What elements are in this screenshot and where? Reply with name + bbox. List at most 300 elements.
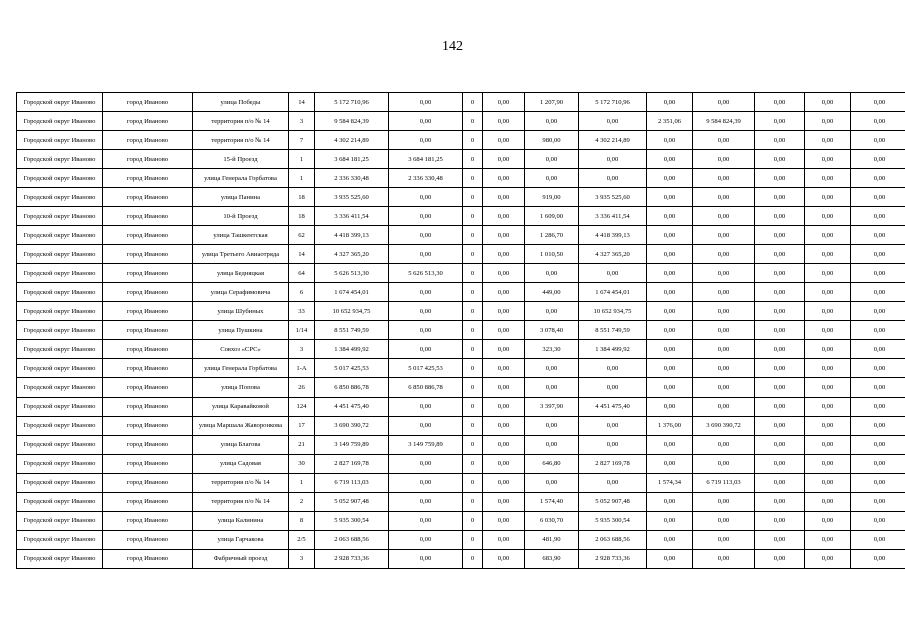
- cost-col-13-cell: 0,00: [755, 397, 805, 416]
- area-cell: 1 609,00: [525, 207, 579, 226]
- table-row: [17, 302, 905, 321]
- cost-col-12-cell: 0,00: [693, 435, 755, 454]
- street-cell: территория п/о № 14: [193, 492, 289, 511]
- count-col-7-cell: 0: [463, 378, 483, 397]
- cost-col-6-cell: 0,00: [389, 492, 463, 511]
- house-number-cell: 1: [289, 150, 315, 169]
- area-cell: 6 030,70: [525, 511, 579, 530]
- area-col-11-cell: 0,00: [647, 321, 693, 340]
- area-col-11-cell: 0,00: [647, 283, 693, 302]
- area-col-11-cell: 0,00: [647, 492, 693, 511]
- total-cost-cell: 4 451 475,40: [315, 397, 389, 416]
- cost-col-15-cell: 0,00: [851, 283, 905, 302]
- cost-col-13-cell: 0,00: [755, 454, 805, 473]
- street-cell: улица Серафимовича: [193, 283, 289, 302]
- cost-col-13-cell: 0,00: [755, 416, 805, 435]
- municipality-cell: Городской округ Иваново: [17, 112, 103, 131]
- municipality-cell: Городской округ Иваново: [17, 530, 103, 549]
- cost-col-8-cell: 0,00: [483, 549, 525, 568]
- cost-col-10-cell: 1 384 499,92: [579, 340, 647, 359]
- cost-col-12-cell: 0,00: [693, 340, 755, 359]
- cost-col-15-cell: 0,00: [851, 93, 905, 112]
- table-row: [17, 416, 905, 435]
- cost-col-15-cell: 0,00: [851, 112, 905, 131]
- municipality-cell: Городской округ Иваново: [17, 549, 103, 568]
- cost-col-10-cell: 1 674 454,01: [579, 283, 647, 302]
- house-number-cell: 26: [289, 378, 315, 397]
- cost-col-6-cell: 0,00: [389, 131, 463, 150]
- area-cell: 0,00: [525, 169, 579, 188]
- cost-col-15-cell: 0,00: [851, 473, 905, 492]
- house-number-cell: 7: [289, 131, 315, 150]
- cost-col-13-cell: 0,00: [755, 264, 805, 283]
- cost-col-8-cell: 0,00: [483, 492, 525, 511]
- total-cost-cell: 8 551 749,59: [315, 321, 389, 340]
- count-col-7-cell: 0: [463, 416, 483, 435]
- cost-col-8-cell: 0,00: [483, 188, 525, 207]
- house-number-cell: 62: [289, 226, 315, 245]
- cost-col-6-cell: 0,00: [389, 207, 463, 226]
- cost-col-8-cell: 0,00: [483, 93, 525, 112]
- area-col-11-cell: 1 376,00: [647, 416, 693, 435]
- table-row: [17, 226, 905, 245]
- area-cell: 0,00: [525, 359, 579, 378]
- cost-col-15-cell: 0,00: [851, 226, 905, 245]
- area-cell: 0,00: [525, 473, 579, 492]
- cost-col-14-cell: 0,00: [805, 416, 851, 435]
- area-cell: 980,00: [525, 131, 579, 150]
- cost-col-15-cell: 0,00: [851, 549, 905, 568]
- cost-col-14-cell: 0,00: [805, 397, 851, 416]
- count-col-7-cell: 0: [463, 131, 483, 150]
- page-number: 142: [442, 39, 463, 54]
- cost-col-6-cell: 0,00: [389, 511, 463, 530]
- cost-col-14-cell: 0,00: [805, 302, 851, 321]
- street-cell: улица Ташкентская: [193, 226, 289, 245]
- street-cell: улица Садовая: [193, 454, 289, 473]
- total-cost-cell: 3 935 525,60: [315, 188, 389, 207]
- municipality-cell: Городской округ Иваново: [17, 359, 103, 378]
- cost-col-13-cell: 0,00: [755, 226, 805, 245]
- count-col-7-cell: 0: [463, 492, 483, 511]
- settlement-cell: город Иваново: [103, 264, 193, 283]
- cost-col-14-cell: 0,00: [805, 473, 851, 492]
- total-cost-cell: 2 928 733,36: [315, 549, 389, 568]
- cost-col-14-cell: 0,00: [805, 207, 851, 226]
- house-number-cell: 124: [289, 397, 315, 416]
- municipality-cell: Городской округ Иваново: [17, 245, 103, 264]
- cost-col-14-cell: 0,00: [805, 530, 851, 549]
- area-col-11-cell: 2 351,06: [647, 112, 693, 131]
- cost-col-12-cell: 0,00: [693, 207, 755, 226]
- street-cell: территория п/о № 14: [193, 131, 289, 150]
- cost-col-15-cell: 0,00: [851, 150, 905, 169]
- settlement-cell: город Иваново: [103, 378, 193, 397]
- house-number-cell: 30: [289, 454, 315, 473]
- street-cell: улица Маршала Жаворонкова: [193, 416, 289, 435]
- cost-col-8-cell: 0,00: [483, 454, 525, 473]
- count-col-7-cell: 0: [463, 169, 483, 188]
- cost-col-8-cell: 0,00: [483, 321, 525, 340]
- house-number-cell: 3: [289, 112, 315, 131]
- municipality-cell: Городской округ Иваново: [17, 397, 103, 416]
- cost-col-15-cell: 0,00: [851, 131, 905, 150]
- cost-col-10-cell: 0,00: [579, 473, 647, 492]
- cost-col-15-cell: 0,00: [851, 530, 905, 549]
- table-row: [17, 169, 905, 188]
- cost-col-6-cell: 0,00: [389, 340, 463, 359]
- cost-col-6-cell: 0,00: [389, 302, 463, 321]
- settlement-cell: город Иваново: [103, 549, 193, 568]
- cost-col-12-cell: 0,00: [693, 549, 755, 568]
- municipality-cell: Городской округ Иваново: [17, 207, 103, 226]
- total-cost-cell: 5 052 907,48: [315, 492, 389, 511]
- cost-col-15-cell: 0,00: [851, 302, 905, 321]
- count-col-7-cell: 0: [463, 340, 483, 359]
- cost-col-14-cell: 0,00: [805, 454, 851, 473]
- area-cell: 1 010,50: [525, 245, 579, 264]
- cost-col-14-cell: 0,00: [805, 169, 851, 188]
- house-number-cell: 21: [289, 435, 315, 454]
- area-cell: 919,00: [525, 188, 579, 207]
- cost-col-8-cell: 0,00: [483, 150, 525, 169]
- cost-col-10-cell: 3 935 525,60: [579, 188, 647, 207]
- cost-col-8-cell: 0,00: [483, 302, 525, 321]
- cost-col-12-cell: 0,00: [693, 188, 755, 207]
- cost-col-12-cell: 0,00: [693, 359, 755, 378]
- cost-col-10-cell: 2 063 688,56: [579, 530, 647, 549]
- data-table: [16, 92, 905, 569]
- cost-col-14-cell: 0,00: [805, 321, 851, 340]
- total-cost-cell: 6 850 886,78: [315, 378, 389, 397]
- cost-col-13-cell: 0,00: [755, 340, 805, 359]
- settlement-cell: город Иваново: [103, 93, 193, 112]
- table-row: [17, 359, 905, 378]
- cost-col-6-cell: 3 684 181,25: [389, 150, 463, 169]
- table-row: [17, 188, 905, 207]
- street-cell: улица Шубиных: [193, 302, 289, 321]
- cost-col-13-cell: 0,00: [755, 492, 805, 511]
- cost-col-15-cell: 0,00: [851, 435, 905, 454]
- table-row: [17, 454, 905, 473]
- cost-col-15-cell: 0,00: [851, 378, 905, 397]
- street-cell: улица Генерала Горбатова: [193, 359, 289, 378]
- street-cell: 10-й Проезд: [193, 207, 289, 226]
- street-cell: улица Панина: [193, 188, 289, 207]
- settlement-cell: город Иваново: [103, 492, 193, 511]
- total-cost-cell: 10 652 934,75: [315, 302, 389, 321]
- area-col-11-cell: 0,00: [647, 454, 693, 473]
- cost-col-14-cell: 0,00: [805, 245, 851, 264]
- cost-col-12-cell: 0,00: [693, 511, 755, 530]
- cost-col-12-cell: 0,00: [693, 378, 755, 397]
- table-row: [17, 473, 905, 492]
- area-cell: 1 286,70: [525, 226, 579, 245]
- cost-col-14-cell: 0,00: [805, 378, 851, 397]
- street-cell: территория п/о № 14: [193, 473, 289, 492]
- area-cell: 0,00: [525, 264, 579, 283]
- cost-col-15-cell: 0,00: [851, 188, 905, 207]
- cost-col-6-cell: 2 336 330,48: [389, 169, 463, 188]
- table-row: [17, 112, 905, 131]
- cost-col-13-cell: 0,00: [755, 93, 805, 112]
- house-number-cell: 1/14: [289, 321, 315, 340]
- area-col-11-cell: 1 574,34: [647, 473, 693, 492]
- area-col-11-cell: 0,00: [647, 435, 693, 454]
- cost-col-13-cell: 0,00: [755, 283, 805, 302]
- total-cost-cell: 1 384 499,92: [315, 340, 389, 359]
- house-number-cell: 33: [289, 302, 315, 321]
- cost-col-10-cell: 5 172 710,96: [579, 93, 647, 112]
- cost-col-10-cell: 2 928 733,36: [579, 549, 647, 568]
- cost-col-12-cell: 0,00: [693, 530, 755, 549]
- area-col-11-cell: 0,00: [647, 264, 693, 283]
- area-cell: 3 397,90: [525, 397, 579, 416]
- cost-col-10-cell: 0,00: [579, 112, 647, 131]
- count-col-7-cell: 0: [463, 435, 483, 454]
- count-col-7-cell: 0: [463, 359, 483, 378]
- house-number-cell: 3: [289, 549, 315, 568]
- total-cost-cell: 4 327 365,20: [315, 245, 389, 264]
- cost-col-15-cell: 0,00: [851, 511, 905, 530]
- cost-col-12-cell: 0,00: [693, 492, 755, 511]
- area-col-11-cell: 0,00: [647, 169, 693, 188]
- area-cell: 0,00: [525, 112, 579, 131]
- settlement-cell: город Иваново: [103, 530, 193, 549]
- cost-col-12-cell: 0,00: [693, 321, 755, 340]
- settlement-cell: город Иваново: [103, 188, 193, 207]
- total-cost-cell: 1 674 454,01: [315, 283, 389, 302]
- total-cost-cell: 3 336 411,54: [315, 207, 389, 226]
- cost-col-15-cell: 0,00: [851, 245, 905, 264]
- total-cost-cell: 3 684 181,25: [315, 150, 389, 169]
- cost-col-13-cell: 0,00: [755, 169, 805, 188]
- cost-col-14-cell: 0,00: [805, 359, 851, 378]
- municipality-cell: Городской округ Иваново: [17, 264, 103, 283]
- municipality-cell: Городской округ Иваново: [17, 435, 103, 454]
- house-number-cell: 1-А: [289, 359, 315, 378]
- municipality-cell: Городской округ Иваново: [17, 131, 103, 150]
- total-cost-cell: 4 418 399,13: [315, 226, 389, 245]
- house-number-cell: 14: [289, 245, 315, 264]
- total-cost-cell: 3 149 759,89: [315, 435, 389, 454]
- count-col-7-cell: 0: [463, 283, 483, 302]
- cost-col-12-cell: 0,00: [693, 169, 755, 188]
- cost-col-13-cell: 0,00: [755, 435, 805, 454]
- cost-col-12-cell: 3 690 390,72: [693, 416, 755, 435]
- street-cell: Совхоз «СРС»: [193, 340, 289, 359]
- cost-col-8-cell: 0,00: [483, 245, 525, 264]
- area-cell: 646,80: [525, 454, 579, 473]
- cost-col-10-cell: 0,00: [579, 378, 647, 397]
- cost-col-6-cell: 5 626 513,30: [389, 264, 463, 283]
- cost-col-13-cell: 0,00: [755, 207, 805, 226]
- total-cost-cell: 9 584 824,39: [315, 112, 389, 131]
- cost-col-10-cell: 5 935 300,54: [579, 511, 647, 530]
- total-cost-cell: 4 302 214,89: [315, 131, 389, 150]
- cost-col-12-cell: 0,00: [693, 245, 755, 264]
- cost-col-15-cell: 0,00: [851, 492, 905, 511]
- street-cell: территория п/о № 14: [193, 112, 289, 131]
- settlement-cell: город Иваново: [103, 169, 193, 188]
- cost-col-10-cell: 2 827 169,78: [579, 454, 647, 473]
- area-col-11-cell: 0,00: [647, 188, 693, 207]
- cost-col-14-cell: 0,00: [805, 112, 851, 131]
- settlement-cell: город Иваново: [103, 397, 193, 416]
- area-cell: 1 574,40: [525, 492, 579, 511]
- house-number-cell: 3: [289, 340, 315, 359]
- table-row: [17, 530, 905, 549]
- cost-col-8-cell: 0,00: [483, 416, 525, 435]
- cost-col-12-cell: 9 584 824,39: [693, 112, 755, 131]
- cost-col-10-cell: 4 418 399,13: [579, 226, 647, 245]
- settlement-cell: город Иваново: [103, 131, 193, 150]
- cost-col-8-cell: 0,00: [483, 435, 525, 454]
- count-col-7-cell: 0: [463, 454, 483, 473]
- cost-col-10-cell: 0,00: [579, 169, 647, 188]
- house-number-cell: 1: [289, 169, 315, 188]
- settlement-cell: город Иваново: [103, 511, 193, 530]
- area-cell: 323,30: [525, 340, 579, 359]
- total-cost-cell: 5 017 425,53: [315, 359, 389, 378]
- area-cell: 0,00: [525, 150, 579, 169]
- count-col-7-cell: 0: [463, 321, 483, 340]
- cost-col-8-cell: 0,00: [483, 359, 525, 378]
- settlement-cell: город Иваново: [103, 359, 193, 378]
- house-number-cell: 64: [289, 264, 315, 283]
- total-cost-cell: 5 626 513,30: [315, 264, 389, 283]
- table-row: [17, 131, 905, 150]
- settlement-cell: город Иваново: [103, 226, 193, 245]
- cost-col-13-cell: 0,00: [755, 549, 805, 568]
- total-cost-cell: 2 063 688,56: [315, 530, 389, 549]
- municipality-cell: Городской округ Иваново: [17, 188, 103, 207]
- count-col-7-cell: 0: [463, 397, 483, 416]
- house-number-cell: 2/5: [289, 530, 315, 549]
- house-number-cell: 18: [289, 207, 315, 226]
- municipality-cell: Городской округ Иваново: [17, 454, 103, 473]
- cost-col-14-cell: 0,00: [805, 226, 851, 245]
- table-row: [17, 549, 905, 568]
- municipality-cell: Городской округ Иваново: [17, 511, 103, 530]
- total-cost-cell: 5 935 300,54: [315, 511, 389, 530]
- municipality-cell: Городской округ Иваново: [17, 169, 103, 188]
- cost-col-12-cell: 0,00: [693, 93, 755, 112]
- table-row: [17, 511, 905, 530]
- total-cost-cell: 2 336 330,48: [315, 169, 389, 188]
- cost-col-14-cell: 0,00: [805, 492, 851, 511]
- municipality-cell: Городской округ Иваново: [17, 93, 103, 112]
- cost-col-6-cell: 0,00: [389, 454, 463, 473]
- cost-col-6-cell: 6 850 886,78: [389, 378, 463, 397]
- street-cell: 15-й Проезд: [193, 150, 289, 169]
- cost-col-10-cell: 8 551 749,59: [579, 321, 647, 340]
- cost-col-12-cell: 6 719 113,03: [693, 473, 755, 492]
- settlement-cell: город Иваново: [103, 207, 193, 226]
- cost-col-13-cell: 0,00: [755, 378, 805, 397]
- cost-col-12-cell: 0,00: [693, 131, 755, 150]
- area-col-11-cell: 0,00: [647, 530, 693, 549]
- area-cell: 449,00: [525, 283, 579, 302]
- cost-col-13-cell: 0,00: [755, 321, 805, 340]
- area-cell: 1 207,90: [525, 93, 579, 112]
- area-col-11-cell: 0,00: [647, 93, 693, 112]
- table-row: [17, 340, 905, 359]
- cost-col-6-cell: 0,00: [389, 93, 463, 112]
- cost-col-8-cell: 0,00: [483, 131, 525, 150]
- cost-col-10-cell: 0,00: [579, 150, 647, 169]
- settlement-cell: город Иваново: [103, 112, 193, 131]
- settlement-cell: город Иваново: [103, 435, 193, 454]
- area-col-11-cell: 0,00: [647, 340, 693, 359]
- cost-col-6-cell: 0,00: [389, 473, 463, 492]
- street-cell: улица Калинина: [193, 511, 289, 530]
- area-cell: 0,00: [525, 378, 579, 397]
- street-cell: улица Бедняцкая: [193, 264, 289, 283]
- municipality-cell: Городской округ Иваново: [17, 340, 103, 359]
- area-col-11-cell: 0,00: [647, 359, 693, 378]
- municipality-cell: Городской округ Иваново: [17, 302, 103, 321]
- area-col-11-cell: 0,00: [647, 226, 693, 245]
- street-cell: улица Генерала Горбатова: [193, 169, 289, 188]
- cost-col-14-cell: 0,00: [805, 549, 851, 568]
- cost-col-15-cell: 0,00: [851, 169, 905, 188]
- count-col-7-cell: 0: [463, 226, 483, 245]
- cost-col-6-cell: 0,00: [389, 549, 463, 568]
- total-cost-cell: 2 827 169,78: [315, 454, 389, 473]
- cost-col-13-cell: 0,00: [755, 112, 805, 131]
- cost-col-15-cell: 0,00: [851, 207, 905, 226]
- house-number-cell: 2: [289, 492, 315, 511]
- house-number-cell: 8: [289, 511, 315, 530]
- count-col-7-cell: 0: [463, 207, 483, 226]
- area-cell: 0,00: [525, 435, 579, 454]
- cost-col-10-cell: 4 451 475,40: [579, 397, 647, 416]
- area-cell: 0,00: [525, 416, 579, 435]
- municipality-cell: Городской округ Иваново: [17, 283, 103, 302]
- cost-col-12-cell: 0,00: [693, 454, 755, 473]
- cost-col-10-cell: 4 327 365,20: [579, 245, 647, 264]
- cost-col-13-cell: 0,00: [755, 131, 805, 150]
- area-col-11-cell: 0,00: [647, 549, 693, 568]
- settlement-cell: город Иваново: [103, 321, 193, 340]
- count-col-7-cell: 0: [463, 511, 483, 530]
- cost-col-10-cell: 0,00: [579, 359, 647, 378]
- house-number-cell: 6: [289, 283, 315, 302]
- area-col-11-cell: 0,00: [647, 511, 693, 530]
- house-number-cell: 1: [289, 473, 315, 492]
- table-row: [17, 435, 905, 454]
- cost-col-8-cell: 0,00: [483, 397, 525, 416]
- count-col-7-cell: 0: [463, 264, 483, 283]
- house-number-cell: 18: [289, 188, 315, 207]
- count-col-7-cell: 0: [463, 549, 483, 568]
- table-row: [17, 397, 905, 416]
- cost-col-6-cell: 0,00: [389, 226, 463, 245]
- cost-col-14-cell: 0,00: [805, 435, 851, 454]
- cost-col-13-cell: 0,00: [755, 359, 805, 378]
- cost-col-10-cell: 0,00: [579, 435, 647, 454]
- area-col-11-cell: 0,00: [647, 131, 693, 150]
- area-col-11-cell: 0,00: [647, 378, 693, 397]
- cost-col-10-cell: 0,00: [579, 264, 647, 283]
- count-col-7-cell: 0: [463, 302, 483, 321]
- cost-col-6-cell: 0,00: [389, 530, 463, 549]
- municipality-cell: Городской округ Иваново: [17, 416, 103, 435]
- cost-col-8-cell: 0,00: [483, 378, 525, 397]
- table-row: [17, 207, 905, 226]
- table-row: [17, 264, 905, 283]
